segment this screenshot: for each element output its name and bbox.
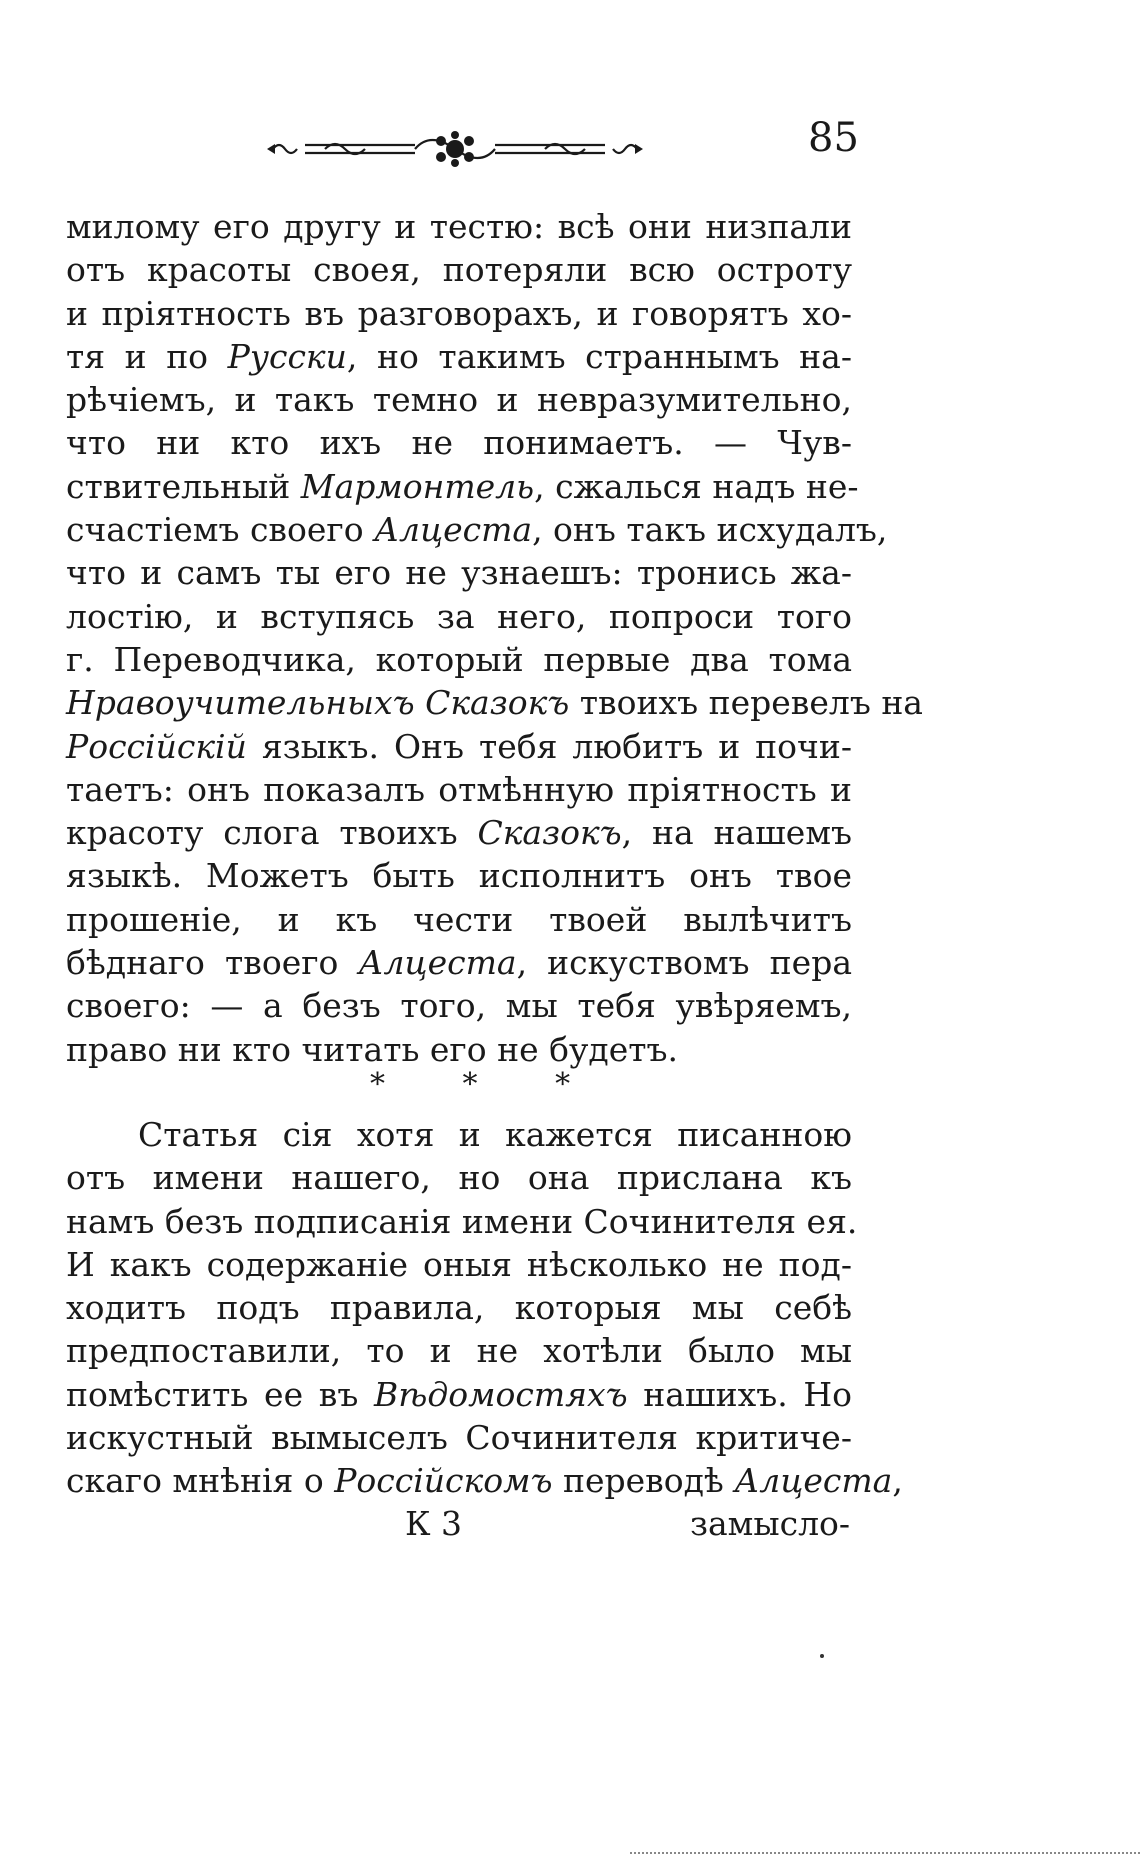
text-run: , сжалься надъ не- <box>534 466 859 506</box>
text-run: искустный вымыселъ Сочинителя критиче- <box>66 1418 852 1458</box>
italic-title: Россійскій <box>66 726 247 766</box>
text-run: И какъ содержаніе оныя нѣсколько не под- <box>66 1244 852 1284</box>
text-line <box>66 1329 852 1372</box>
section-asterism: * * * <box>370 1067 605 1102</box>
text-line <box>66 1028 852 1071</box>
text-line <box>66 1459 903 1502</box>
text-line <box>66 421 852 464</box>
text-line <box>66 335 852 378</box>
text-run: таетъ: онъ показалъ отмѣнную пріятность и <box>66 769 852 809</box>
text-line <box>66 681 923 724</box>
text-line <box>66 1243 852 1286</box>
text-line <box>66 248 852 291</box>
italic-title: Алцеста <box>374 510 533 550</box>
text-line <box>66 811 852 854</box>
italic-title: Вѣдомостяхъ <box>373 1374 628 1414</box>
printer-signature-mark: К 3 <box>405 1504 463 1543</box>
text-line <box>66 984 852 1027</box>
text-run: языкъ. Онъ тебя любитъ и почи- <box>246 726 852 766</box>
page-number: 85 <box>808 115 859 161</box>
italic-title: Русски <box>227 336 347 376</box>
text-run: переводѣ <box>552 1461 735 1501</box>
text-line <box>66 941 852 984</box>
scan-edge-noise <box>630 1852 1140 1857</box>
text-line <box>66 292 852 335</box>
italic-title: Мармонтель <box>300 466 535 506</box>
text-run: своего: — а безъ того, мы тебя увѣряемъ, <box>66 986 852 1026</box>
text-run: право ни кто читать его не будетъ. <box>66 1029 678 1069</box>
text-line <box>66 898 852 941</box>
text-run: отъ имени нашего, но она прислана къ <box>66 1158 852 1198</box>
text-line <box>66 725 852 768</box>
italic-title: Нравоучительныхъ Сказокъ <box>66 683 570 723</box>
text-run: лостію, и вступясь за него, попроси того <box>66 596 852 636</box>
text-run: тя и по <box>66 336 228 376</box>
text-line <box>66 465 859 508</box>
text-line <box>66 378 852 421</box>
text-run: , онъ такъ исхудалъ, <box>532 510 888 550</box>
italic-title: Алцеста <box>358 943 517 983</box>
text-line <box>66 1156 852 1199</box>
text-line <box>66 595 852 638</box>
text-run: , но такимъ страннымъ на- <box>346 336 852 376</box>
main-paragraph <box>66 205 923 1071</box>
text-run: Статья сія хотя и кажется писанною <box>138 1115 852 1154</box>
text-line <box>66 854 852 897</box>
text-run: твоихъ перевелъ на <box>569 683 923 723</box>
text-line <box>66 205 852 248</box>
text-run: ствительный <box>66 466 301 506</box>
text-line <box>66 768 852 811</box>
italic-title: Сказокъ <box>477 813 622 853</box>
text-line <box>66 508 888 551</box>
text-run: нашихъ. Но <box>627 1374 852 1414</box>
text-run: рѣчіемъ, и такъ темно и невразумительно, <box>66 380 852 420</box>
text-run: намъ безъ подписанія имени Сочинителя ея. <box>66 1201 858 1241</box>
text-run: помѣстить ее въ <box>66 1374 374 1414</box>
text-line <box>66 1416 852 1459</box>
decorative-headpiece-ornament <box>265 127 645 171</box>
text-run: бѣднаго твоего <box>66 943 359 983</box>
text-run: ходитъ подъ правила, которыя мы себѣ <box>66 1288 852 1328</box>
text-run: предпоставили, то и не хотѣли было мы <box>66 1331 852 1371</box>
scan-speck <box>820 1654 824 1658</box>
text-run: что и самъ ты его не узнаешъ: тронись жа- <box>66 553 852 593</box>
text-run: счастіемъ своего <box>66 510 375 550</box>
text-run: отъ красоты своея, потеряли всю остроту <box>66 250 852 290</box>
text-run: что ни кто ихъ не понимаетъ. — Чув- <box>66 423 852 463</box>
text-run: и пріятность въ разговорахъ, и говорятъ хо- <box>66 293 852 333</box>
text-run: милому его другу и тестю: всѣ они низпали <box>66 207 852 246</box>
text-run: г. Переводчика, который первые два тома <box>66 639 852 679</box>
text-line <box>66 1373 852 1416</box>
catchword: замысло- <box>690 1504 851 1543</box>
text-run: , на нашемъ <box>621 813 852 853</box>
text-run: красоту слога твоихъ <box>66 813 478 853</box>
second-paragraph <box>66 1113 903 1503</box>
text-line <box>66 1286 852 1329</box>
text-line <box>66 1113 852 1156</box>
text-run: языкѣ. Можетъ быть исполнитъ онъ твое <box>66 856 852 896</box>
text-run: , искуствомъ пера <box>516 943 852 983</box>
text-line <box>66 638 852 681</box>
text-line <box>66 1200 858 1243</box>
italic-title: Алцеста <box>734 1461 893 1501</box>
text-run: прошеніе, и къ чести твоей вылѣчитъ <box>66 899 852 939</box>
text-line <box>66 551 852 594</box>
text-run: скаго мнѣнія о <box>66 1461 335 1501</box>
text-run: , <box>892 1461 903 1501</box>
italic-title: Россійскомъ <box>334 1461 553 1501</box>
